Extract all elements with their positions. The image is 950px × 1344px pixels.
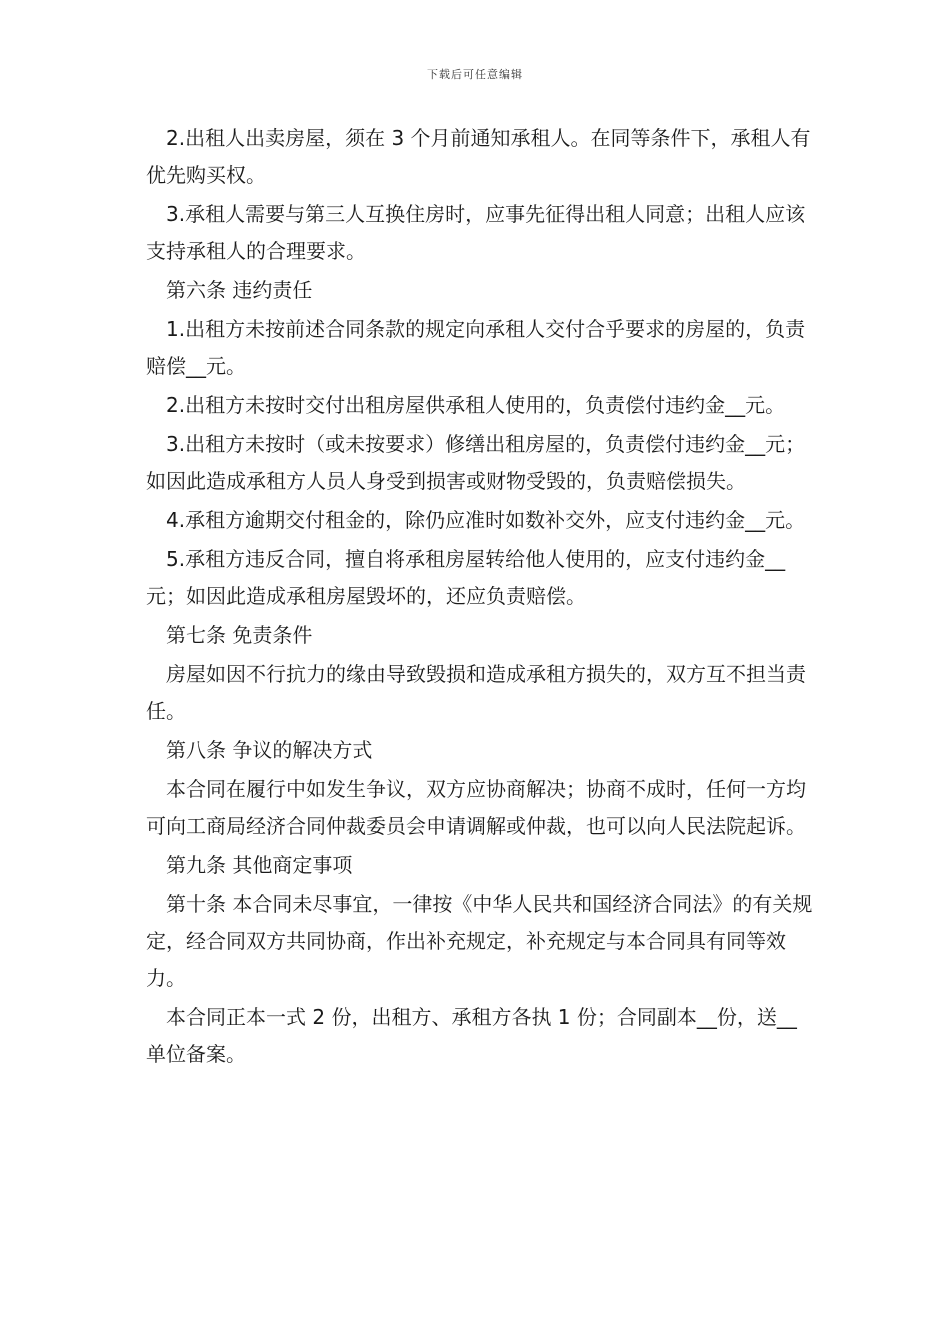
paragraph: 3.出租方未按时（或未按要求）修缮出租房屋的，负责偿付违约金__元；如因此造成承租方人员人身受到损害或财物受毁的，负责赔偿损失。 xyxy=(146,432,806,493)
article-heading: 第八条 争议的解决方式 xyxy=(166,738,373,762)
article-heading: 第九条 其他商定事项 xyxy=(166,853,353,877)
paragraph: 2.出租人出卖房屋，须在 3 个月前通知承租人。在同等条件下，承租人有优先购买权。 xyxy=(146,126,811,187)
article-heading: 第六条 违约责任 xyxy=(166,278,313,302)
paragraph: 2.出租方未按时交付出租房屋供承租人使用的，负责偿付违约金__元。 xyxy=(166,393,786,417)
paragraph: 3.承租人需要与第三人互换住房时，应事先征得出租人同意；出租人应该支持承租人的合理要求。 xyxy=(146,202,806,263)
paragraph: 本合同在履行中如发生争议，双方应协商解决；协商不成时，任何一方均可向工商局经济合同仲裁委员会申请调解或仲裁，也可以向人民法院起诉。 xyxy=(146,777,806,838)
page-header: 下载后可任意编辑 xyxy=(427,68,523,81)
paragraph: 第十条 本合同未尽事宜，一律按《中华人民共和国经济合同法》的有关规定，经合同双方共同协商，作出补充规定，补充规定与本合同具有同等效力。 xyxy=(146,892,813,990)
article-heading: 第七条 免责条件 xyxy=(166,623,313,647)
paragraph: 房屋如因不行抗力的缘由导致毁损和造成承租方损失的，双方互不担当责任。 xyxy=(146,662,806,723)
paragraph: 本合同正本一式 2 份，出租方、承租方各执 1 份；合同副本__份，送__单位备案。 xyxy=(146,1005,797,1066)
paragraph: 4.承租方逾期交付租金的，除仍应准时如数补交外，应支付违约金__元。 xyxy=(166,508,806,532)
paragraph: 1.出租方未按前述合同条款的规定向承租人交付合乎要求的房屋的，负责赔偿__元。 xyxy=(146,317,806,378)
document-body xyxy=(146,120,814,1075)
paragraph: 5.承租方违反合同，擅自将承租房屋转给他人使用的，应支付违约金__元；如因此造成承租房屋毁坏的，还应负责赔偿。 xyxy=(146,547,786,608)
